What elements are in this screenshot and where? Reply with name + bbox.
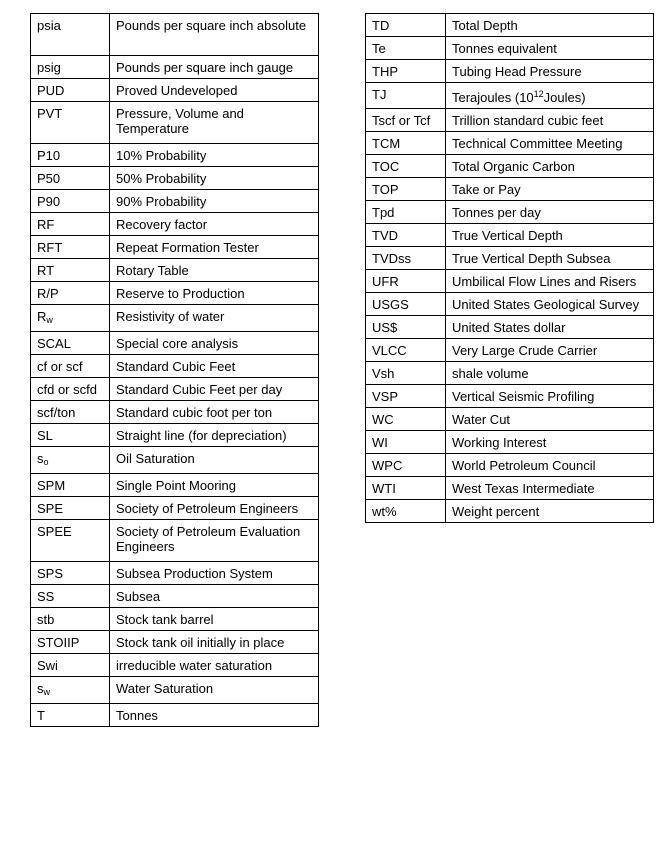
definition-cell: Total Depth (446, 14, 654, 37)
definition-cell: Technical Committee Meeting (446, 132, 654, 155)
abbreviation-cell: Te (366, 37, 446, 60)
definition-cell: True Vertical Depth (446, 224, 654, 247)
table-row (366, 500, 654, 523)
abbreviation-cell: PVT (31, 102, 110, 144)
abbreviation-cell: Swi (31, 654, 110, 677)
definition-cell: United States Geological Survey (446, 293, 654, 316)
abbreviation-cell: stb (31, 608, 110, 631)
table-row (366, 293, 654, 316)
table-row (31, 562, 319, 585)
definition-cell: Standard Cubic Feet (110, 355, 319, 378)
definition-suffix: Joules) (543, 90, 586, 105)
abbreviation-cell: Tscf or Tcf (366, 109, 446, 132)
definition-cell: irreducible water saturation (110, 654, 319, 677)
definition-cell: Repeat Formation Tester (110, 236, 319, 259)
abbreviation-cell: RF (31, 213, 110, 236)
table-row (31, 608, 319, 631)
definition-cell: Vertical Seismic Profiling (446, 385, 654, 408)
definition-cell: Standard cubic foot per ton (110, 401, 319, 424)
table-row (31, 677, 319, 704)
table-row (31, 14, 319, 56)
abbreviation-cell: P50 (31, 167, 110, 190)
table-row (366, 155, 654, 178)
definition-cell: Special core analysis (110, 332, 319, 355)
abbreviation-cell: psig (31, 56, 110, 79)
abbreviation-cell: RFT (31, 236, 110, 259)
definition-cell: Tonnes per day (446, 201, 654, 224)
abbreviation-cell: UFR (366, 270, 446, 293)
definition-cell: Stock tank barrel (110, 608, 319, 631)
abbreviation-cell (31, 305, 110, 332)
definition-cell: True Vertical Depth Subsea (446, 247, 654, 270)
table-row (366, 385, 654, 408)
definition-cell: World Petroleum Council (446, 454, 654, 477)
abbreviation-cell: SL (31, 424, 110, 447)
abbreviation-cell: cf or scf (31, 355, 110, 378)
abbreviation-cell: TOC (366, 155, 446, 178)
abbreviation-cell: TCM (366, 132, 446, 155)
table-row (366, 178, 654, 201)
table-row (31, 474, 319, 497)
glossary-table-left (30, 13, 319, 727)
abbreviation-cell (31, 677, 110, 704)
definition-cell: Single Point Mooring (110, 474, 319, 497)
table-row (31, 56, 319, 79)
abbreviation-main: R (37, 309, 47, 324)
abbreviation-cell: TJ (366, 83, 446, 109)
abbreviation-cell: RT (31, 259, 110, 282)
definition-cell: Oil Saturation (110, 447, 319, 474)
abbreviation-cell: wt% (366, 500, 446, 523)
table-row (31, 102, 319, 144)
abbreviation-cell: scf/ton (31, 401, 110, 424)
definition-cell: Subsea (110, 585, 319, 608)
table-row (366, 339, 654, 362)
definition-cell: Recovery factor (110, 213, 319, 236)
table-row (31, 144, 319, 167)
definition-cell: Very Large Crude Carrier (446, 339, 654, 362)
abbreviation-cell: P90 (31, 190, 110, 213)
abbreviation-cell: P10 (31, 144, 110, 167)
table-row (366, 201, 654, 224)
abbreviation-subscript: o (43, 457, 49, 467)
abbreviation-cell: STOIIP (31, 631, 110, 654)
definition-cell: United States dollar (446, 316, 654, 339)
abbreviation-main: s (37, 681, 44, 696)
abbreviation-cell: WC (366, 408, 446, 431)
definition-cell: Subsea Production System (110, 562, 319, 585)
abbreviation-cell: Vsh (366, 362, 446, 385)
abbreviation-subscript: w (43, 687, 50, 697)
definition-cell: Weight percent (446, 500, 654, 523)
abbreviation-cell: VLCC (366, 339, 446, 362)
table-row (366, 83, 654, 109)
table-row (366, 362, 654, 385)
definition-cell: Tonnes (110, 704, 319, 727)
abbreviation-cell: SPE (31, 497, 110, 520)
table-row (31, 585, 319, 608)
definition-cell: Pressure, Volume and Temperature (110, 102, 319, 144)
table-row (31, 401, 319, 424)
abbreviation-cell: THP (366, 60, 446, 83)
glossary-table-right (365, 13, 654, 523)
abbreviation-cell: Tpd (366, 201, 446, 224)
definition-cell: 10% Probability (110, 144, 319, 167)
abbreviation-main: s (37, 451, 44, 466)
abbreviation-subscript: w (46, 315, 53, 325)
table-row (31, 447, 319, 474)
definition-cell (446, 83, 654, 109)
table-row (366, 109, 654, 132)
definition-cell: Reserve to Production (110, 282, 319, 305)
abbreviation-cell: USGS (366, 293, 446, 316)
abbreviation-cell: SPEE (31, 520, 110, 562)
table-row (366, 247, 654, 270)
definition-cell: West Texas Intermediate (446, 477, 654, 500)
table-row (366, 316, 654, 339)
abbreviation-cell: WPC (366, 454, 446, 477)
definition-cell: Proved Undeveloped (110, 79, 319, 102)
glossary-table-left-body (31, 14, 319, 727)
abbreviation-cell (31, 447, 110, 474)
table-row (31, 424, 319, 447)
abbreviation-cell: VSP (366, 385, 446, 408)
abbreviation-cell: psia (31, 14, 110, 56)
abbreviation-cell: TVDss (366, 247, 446, 270)
abbreviation-cell: WTI (366, 477, 446, 500)
abbreviation-cell: SS (31, 585, 110, 608)
table-row (31, 520, 319, 562)
definition-cell: Tonnes equivalent (446, 37, 654, 60)
definition-cell: Stock tank oil initially in place (110, 631, 319, 654)
definition-cell: Tubing Head Pressure (446, 60, 654, 83)
table-row (31, 355, 319, 378)
definition-cell: Trillion standard cubic feet (446, 109, 654, 132)
definition-cell: Total Organic Carbon (446, 155, 654, 178)
table-row (31, 305, 319, 332)
table-row (31, 167, 319, 190)
definition-cell: Society of Petroleum Evaluation Engineers (110, 520, 319, 562)
table-row (31, 282, 319, 305)
table-row (366, 477, 654, 500)
definition-cell: 50% Probability (110, 167, 319, 190)
abbreviation-cell: SPS (31, 562, 110, 585)
table-row (366, 408, 654, 431)
definition-cell: Pounds per square inch absolute (110, 14, 319, 56)
definition-cell: Rotary Table (110, 259, 319, 282)
definition-cell: Pounds per square inch gauge (110, 56, 319, 79)
table-row (366, 270, 654, 293)
abbreviation-cell: cfd or scfd (31, 378, 110, 401)
definition-cell: Umbilical Flow Lines and Risers (446, 270, 654, 293)
table-row (366, 431, 654, 454)
table-row (366, 224, 654, 247)
definition-cell: Resistivity of water (110, 305, 319, 332)
abbreviation-cell: SCAL (31, 332, 110, 355)
table-row (31, 259, 319, 282)
abbreviation-cell: R/P (31, 282, 110, 305)
definition-cell: Water Cut (446, 408, 654, 431)
abbreviation-cell: PUD (31, 79, 110, 102)
definition-cell: Straight line (for depreciation) (110, 424, 319, 447)
definition-cell: Standard Cubic Feet per day (110, 378, 319, 401)
definition-cell: Working Interest (446, 431, 654, 454)
table-row (31, 654, 319, 677)
table-row (31, 378, 319, 401)
table-row (31, 236, 319, 259)
table-row (31, 332, 319, 355)
table-row (366, 132, 654, 155)
definition-cell: Society of Petroleum Engineers (110, 497, 319, 520)
table-row (31, 631, 319, 654)
table-row (31, 190, 319, 213)
definition-cell: Take or Pay (446, 178, 654, 201)
definition-superscript: 12 (533, 89, 544, 99)
definition-cell: Water Saturation (110, 677, 319, 704)
abbreviation-cell: TVD (366, 224, 446, 247)
glossary-table-right-body (366, 14, 654, 523)
abbreviation-cell: T (31, 704, 110, 727)
table-row (366, 60, 654, 83)
definition-cell: shale volume (446, 362, 654, 385)
table-row (31, 213, 319, 236)
abbreviation-cell: TOP (366, 178, 446, 201)
table-row (366, 14, 654, 37)
table-row (31, 79, 319, 102)
definition-prefix: Terajoules (10 (452, 90, 534, 105)
table-row (31, 497, 319, 520)
table-row (366, 37, 654, 60)
abbreviation-cell: TD (366, 14, 446, 37)
table-row (366, 454, 654, 477)
definition-cell: 90% Probability (110, 190, 319, 213)
table-row (31, 704, 319, 727)
abbreviation-cell: SPM (31, 474, 110, 497)
abbreviation-cell: WI (366, 431, 446, 454)
abbreviation-cell: US$ (366, 316, 446, 339)
